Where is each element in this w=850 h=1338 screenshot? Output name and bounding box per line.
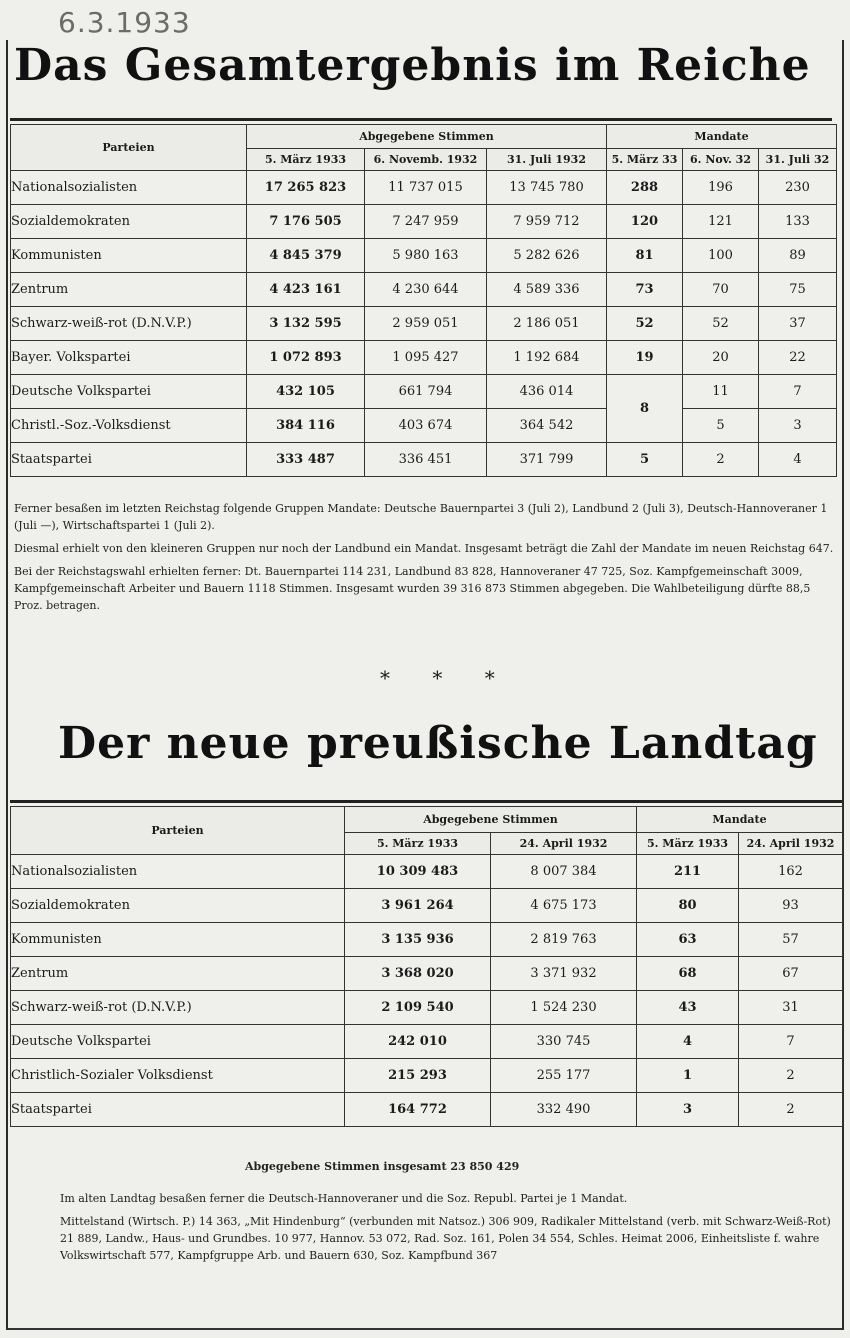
reich-vote-col: 31. Juli 1932 [487, 149, 607, 171]
seats-nov-1932: 100 [683, 239, 759, 273]
seats-1933: 1 [637, 1059, 739, 1093]
seats-1933: 81 [607, 239, 683, 273]
votes-1932: 4 675 173 [491, 889, 637, 923]
votes-nov-1932: 1 095 427 [365, 341, 487, 375]
votes-1933: 1 072 893 [247, 341, 365, 375]
bottom-rule [8, 1328, 842, 1330]
table-row [11, 307, 837, 341]
reich-title: Das Gesamtergebnis im Reiche [14, 40, 811, 91]
reich-header-seats: Mandate [607, 125, 837, 149]
seats-1932: 93 [739, 889, 843, 923]
seats-jul-1932: 3 [759, 409, 837, 443]
seats-1932: 2 [739, 1093, 843, 1127]
votes-1933: 242 010 [345, 1025, 491, 1059]
votes-1932: 8 007 384 [491, 855, 637, 889]
table-row [11, 409, 837, 443]
votes-1933: 3 132 595 [247, 307, 365, 341]
note-paragraph: Im alten Landtag besaßen ferner die Deutsch-Hannoveraner und die Soz. Republ. Partei je 1 Mandat. [60, 1192, 628, 1205]
votes-1933: 164 772 [345, 1093, 491, 1127]
table-row [11, 1025, 843, 1059]
party-name: Deutsche Volkspartei [11, 1025, 345, 1059]
party-name: Christlich-Sozialer Volksdienst [11, 1059, 345, 1093]
votes-nov-1932: 4 230 644 [365, 273, 487, 307]
table-row [11, 1059, 843, 1093]
party-name: Zentrum [11, 957, 345, 991]
votes-nov-1932: 403 674 [365, 409, 487, 443]
reich-seat-col: 31. Juli 32 [759, 149, 837, 171]
seats-jul-1932: 22 [759, 341, 837, 375]
seats-jul-1932: 37 [759, 307, 837, 341]
votes-1933: 4 845 379 [247, 239, 365, 273]
votes-1933: 432 105 [247, 375, 365, 409]
seats-1932: 7 [739, 1025, 843, 1059]
reich-seat-col: 5. März 33 [607, 149, 683, 171]
party-name: Schwarz-weiß-rot (D.N.V.P.) [11, 307, 247, 341]
seats-1933: 288 [607, 171, 683, 205]
votes-1933: 7 176 505 [247, 205, 365, 239]
seats-1932: 31 [739, 991, 843, 1025]
votes-jul-1932: 364 542 [487, 409, 607, 443]
seats-1933: 43 [637, 991, 739, 1025]
votes-jul-1932: 13 745 780 [487, 171, 607, 205]
seats-jul-1932: 4 [759, 443, 837, 477]
prussia-header-parties: Parteien [11, 807, 345, 855]
votes-jul-1932: 436 014 [487, 375, 607, 409]
votes-1932: 1 524 230 [491, 991, 637, 1025]
prussia-top-rule [10, 800, 842, 803]
party-name: Kommunisten [11, 923, 345, 957]
seats-nov-1932: 2 [683, 443, 759, 477]
votes-1933: 10 309 483 [345, 855, 491, 889]
party-name: Zentrum [11, 273, 247, 307]
seats-jul-1932: 230 [759, 171, 837, 205]
table-row [11, 957, 843, 991]
seats-1933: 73 [607, 273, 683, 307]
page-border-right [842, 40, 844, 1330]
seats-jul-1932: 89 [759, 239, 837, 273]
seats-1933: 68 [637, 957, 739, 991]
seats-jul-1932: 133 [759, 205, 837, 239]
votes-1933: 3 961 264 [345, 889, 491, 923]
votes-jul-1932: 4 589 336 [487, 273, 607, 307]
seats-1933: 19 [607, 341, 683, 375]
table-row [11, 443, 837, 477]
table-row [11, 341, 837, 375]
votes-1932: 255 177 [491, 1059, 637, 1093]
note-paragraph: Mittelstand (Wirtsch. P.) 14 363, „Mit Hindenburg“ (verbunden mit Natsoz.) 306 909, Radikaler Mittelstand (verb. mit Schwarz-Weiß-Rot) 21 889, Landw., Haus- und Grundbes. 10 977, Hannov. 53 072, Rad. Soz. 161, Polen 34 554, Schles. Heimat 2006, Einheitsliste f. wahre Volkswirtschaft 577, Kampfgruppe Arb. und Bauern 630, Soz. Kampfbund 367 [60, 1215, 831, 1262]
votes-1932: 330 745 [491, 1025, 637, 1059]
votes-1933: 333 487 [247, 443, 365, 477]
reich-seat-col: 6. Nov. 32 [683, 149, 759, 171]
handwritten-date: 6.3.1933 [58, 6, 191, 39]
seats-1933: 4 [637, 1025, 739, 1059]
party-name: Schwarz-weiß-rot (D.N.V.P.) [11, 991, 345, 1025]
separator-stars: * * * [380, 666, 513, 690]
reich-header-votes: Abgegebene Stimmen [247, 125, 607, 149]
prussia-total-votes: Abgegebene Stimmen insgesamt 23 850 429 [245, 1160, 520, 1173]
prussia-notes [60, 1190, 836, 1270]
votes-nov-1932: 7 247 959 [365, 205, 487, 239]
votes-nov-1932: 2 959 051 [365, 307, 487, 341]
votes-jul-1932: 7 959 712 [487, 205, 607, 239]
party-name: Sozialdemokraten [11, 205, 247, 239]
note-paragraph: Bei der Reichstagswahl erhielten ferner: Dt. Bauernpartei 114 231, Landbund 83 828, Hannoveraner 47 725, Soz. Kampfgemeinschaft 3009, Kampfgemeinschaft Arbeiter und Bauern 1118 Stimmen. Insgesamt wurden 39 316 873 Stimmen abgegeben. Die Wahlbeteiligung dürfte 88,5 Proz. betragen. [14, 565, 811, 612]
votes-1933: 17 265 823 [247, 171, 365, 205]
party-name: Staatspartei [11, 1093, 345, 1127]
reich-notes [14, 500, 840, 620]
reich-top-rule [10, 118, 832, 121]
seats-1933-merged: 8 [607, 375, 683, 443]
votes-1933: 2 109 540 [345, 991, 491, 1025]
note-paragraph: Diesmal erhielt von den kleineren Gruppen nur noch der Landbund ein Mandat. Insgesamt beträgt die Zahl der Mandate im neuen Reichstag 647. [14, 542, 834, 555]
table-row [11, 889, 843, 923]
seats-nov-1932: 20 [683, 341, 759, 375]
prussia-vote-col: 5. März 1933 [345, 833, 491, 855]
prussia-results-table [10, 806, 843, 1127]
table-row [11, 273, 837, 307]
votes-1933: 215 293 [345, 1059, 491, 1093]
votes-1933: 3 368 020 [345, 957, 491, 991]
party-name: Staatspartei [11, 443, 247, 477]
votes-jul-1932: 371 799 [487, 443, 607, 477]
votes-nov-1932: 336 451 [365, 443, 487, 477]
note-paragraph: Ferner besaßen im letzten Reichstag folgende Gruppen Mandate: Deutsche Bauernpartei 3 (Juli 2), Landbund 2 (Juli 3), Deutsch-Hannoveraner 1 (Juli —), Wirtschaftspartei 1 (Juli 2). [14, 502, 828, 532]
seats-1933: 3 [637, 1093, 739, 1127]
seats-1933: 211 [637, 855, 739, 889]
reich-vote-col: 6. Novemb. 1932 [365, 149, 487, 171]
seats-nov-1932: 70 [683, 273, 759, 307]
table-row [11, 171, 837, 205]
seats-1933: 52 [607, 307, 683, 341]
table-row [11, 375, 837, 409]
seats-1933: 80 [637, 889, 739, 923]
party-name: Deutsche Volkspartei [11, 375, 247, 409]
seats-nov-1932: 52 [683, 307, 759, 341]
seats-nov-1932: 121 [683, 205, 759, 239]
prussia-title: Der neue preußische Landtag [58, 718, 818, 769]
seats-1932: 162 [739, 855, 843, 889]
prussia-seat-col: 24. April 1932 [739, 833, 843, 855]
reich-results-table [10, 124, 837, 477]
prussia-header-votes: Abgegebene Stimmen [345, 807, 637, 833]
seats-1932: 2 [739, 1059, 843, 1093]
party-name: Bayer. Volkspartei [11, 341, 247, 375]
seats-1933: 120 [607, 205, 683, 239]
reich-header-parties: Parteien [11, 125, 247, 171]
page-border-left [6, 40, 8, 1330]
prussia-header-seats: Mandate [637, 807, 843, 833]
table-row [11, 991, 843, 1025]
party-name: Nationalsozialisten [11, 855, 345, 889]
votes-1932: 3 371 932 [491, 957, 637, 991]
votes-1932: 332 490 [491, 1093, 637, 1127]
votes-jul-1932: 1 192 684 [487, 341, 607, 375]
votes-1933: 3 135 936 [345, 923, 491, 957]
seats-1933: 5 [607, 443, 683, 477]
seats-jul-1932: 7 [759, 375, 837, 409]
seats-jul-1932: 75 [759, 273, 837, 307]
votes-1933: 4 423 161 [247, 273, 365, 307]
votes-1932: 2 819 763 [491, 923, 637, 957]
seats-1932: 67 [739, 957, 843, 991]
table-row [11, 923, 843, 957]
table-row [11, 855, 843, 889]
seats-nov-1932: 11 [683, 375, 759, 409]
votes-nov-1932: 661 794 [365, 375, 487, 409]
prussia-seat-col: 5. März 1933 [637, 833, 739, 855]
reich-vote-col: 5. März 1933 [247, 149, 365, 171]
votes-jul-1932: 5 282 626 [487, 239, 607, 273]
party-name: Nationalsozialisten [11, 171, 247, 205]
table-row [11, 239, 837, 273]
prussia-vote-col: 24. April 1932 [491, 833, 637, 855]
party-name: Sozialdemokraten [11, 889, 345, 923]
votes-jul-1932: 2 186 051 [487, 307, 607, 341]
seats-1932: 57 [739, 923, 843, 957]
votes-nov-1932: 11 737 015 [365, 171, 487, 205]
votes-nov-1932: 5 980 163 [365, 239, 487, 273]
party-name: Christl.-Soz.-Volksdienst [11, 409, 247, 443]
seats-nov-1932: 196 [683, 171, 759, 205]
table-row [11, 1093, 843, 1127]
seats-1933: 63 [637, 923, 739, 957]
votes-1933: 384 116 [247, 409, 365, 443]
seats-nov-1932: 5 [683, 409, 759, 443]
table-row [11, 205, 837, 239]
party-name: Kommunisten [11, 239, 247, 273]
